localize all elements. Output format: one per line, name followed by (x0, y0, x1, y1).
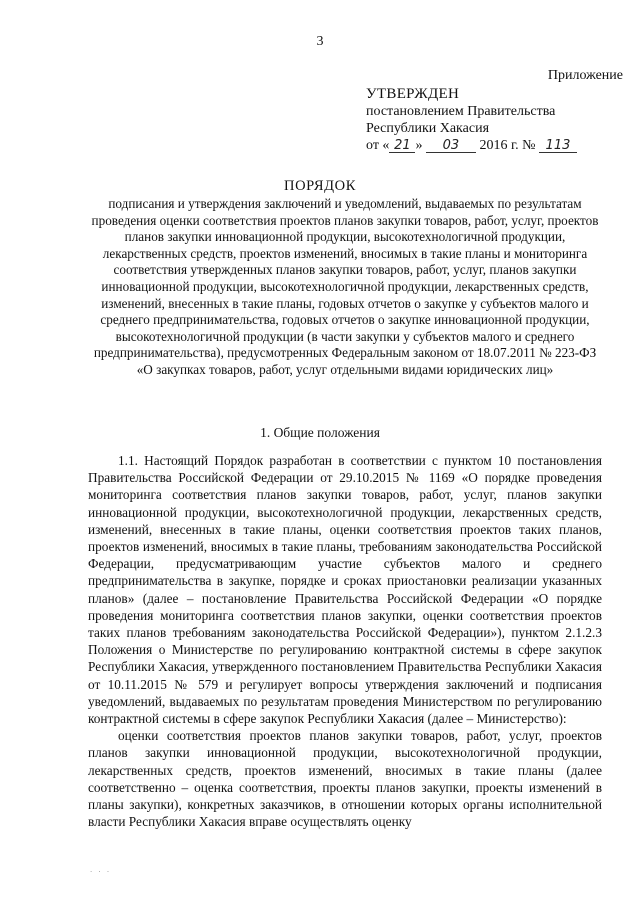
approval-block (366, 86, 577, 154)
date-mid: » (415, 138, 426, 153)
approval-line-2: Республики Хакасия (366, 121, 490, 136)
handwritten-day: 21 (389, 139, 415, 153)
document-body (88, 452, 602, 830)
appendix-label: Приложение (547, 68, 623, 83)
approval-date-line (366, 137, 577, 154)
date-year: 2016 г. № (475, 138, 539, 153)
date-prefix: от « (366, 138, 390, 153)
approval-line-1: постановлением Правительства (366, 104, 556, 119)
scan-mark: · · · (90, 868, 112, 876)
page-number: 3 (316, 34, 324, 49)
document-subtitle: подписания и утверждения заключений и уведомлений, выдаваемых по результатам проведения оценки соответствия проектов планов закупки товаров, работ, услуг, проектов планов закупки инновационной продукции, высокотехнологичной продукции, лекарственных средств, проектов изменений, вносимых в такие планы и мониторинга соответствия утвержденных планов закупки товаров, работ, услуг, планов закупки инновационной продукции, высокотехнологичной продукции, лекарственных средств, изменений, внесенных в такие планы, годовых отчетов о закупке у субъектов малого и среднего предпринимательства, годовых отчетов о закупке инновационной продукции, высокотехнологичной продукции (в части закупки у субъектов малого и среднего предпринимательства), предусмотренных Федеральным законом от 18.07.2011 № 223-ФЗ «О закупках товаров, работ, услуг отдельными видами юридических лиц» (91, 196, 599, 377)
paragraph-2: оценки соответствия проектов планов закупки товаров, работ, услуг, проектов планов закупки инновационной продукции, высокотехнологичной продукции, лекарственных средств, проектов изменений, вносимых в такие планы (далее соответственно – оценка соответствия, проекты планов закупки, проекты изменений в планы закупки), конкретных заказчиков, в отношении которых органы исполнительной власти Республики Хакасия вправе осуществлять оценку (88, 728, 602, 830)
handwritten-month: 03 (426, 139, 476, 153)
section-heading: 1. Общие положения (260, 425, 380, 440)
document-title: ПОРЯДОК (284, 178, 356, 194)
paragraph-1-1: 1.1. Настоящий Порядок разработан в соответствии с пунктом 10 постановления Правительства Российской Федерации от 29.10.2015 № 1169 «О порядке проведения мониторинга соответствия планов закупки товаров, работ, услуг, планов закупки инновационной продукции, высокотехнологичной продукции, лекарственных средств, изменений, внесенных в такие планы, оценки соответствия проектов таких планов, проектов изменений, вносимых в такие планы, требованиям законодательства Российской Федерации, предусматривающим участие субъектов малого и среднего предпринимательства в закупке, порядке и сроках приостановки реализации указанных планов» (далее – постановление Правительства Российской Федерации «О порядке проведения мониторинга соответствия планов закупки, оценки соответствия проектов таких планов требованиям законодательства Российской Федерации»), пунктом 2.1.2.3 Положения о Министерстве по регулированию контрактной системы в сфере закупок Республики Хакасия, утвержденного постановлением Правительства Республики Хакасия от 10.11.2015 № 579 и регулирует вопросы утверждения заключений и подписания уведомлений, выдаваемых по результатам проведения Министерством по регулированию контрактной системы в сфере закупок Республики Хакасия (далее – Министерство): (88, 453, 602, 727)
approved-label: УТВЕРЖДЕН (366, 86, 460, 102)
handwritten-number: 113 (539, 139, 577, 153)
